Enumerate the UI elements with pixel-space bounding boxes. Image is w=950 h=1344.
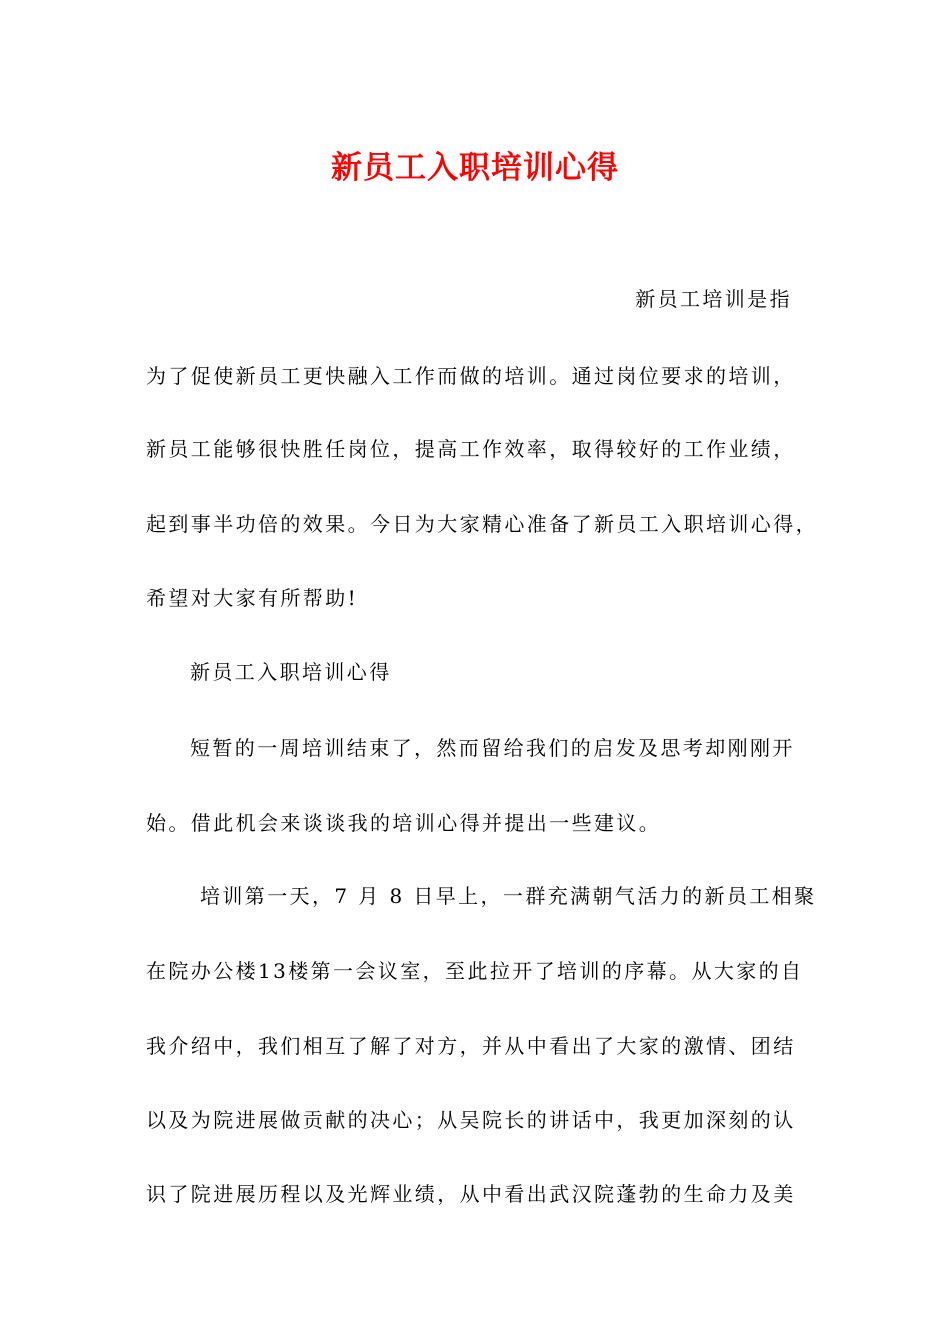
paragraph-line-11: 以及为院进展做贡献的决心；从吴院长的讲话中，我更加深刻的认 — [146, 1108, 796, 1132]
paragraph-line-8: 培训第一天，7 月 8 日早上，一群充满朝气活力的新员工相聚 — [200, 884, 817, 908]
paragraph-line-1: 新员工培训是指 — [635, 287, 792, 311]
paragraph-line-6: 短暂的一周培训结束了，然而留给我们的启发及思考却刚刚开 — [190, 736, 795, 760]
paragraph-line-2: 为了促使新员工更快融入工作而做的培训。通过岗位要求的培训， — [146, 364, 796, 388]
paragraph-line-3: 新员工能够很快胜任岗位，提高工作效率，取得较好的工作业绩， — [146, 437, 796, 461]
section-heading: 新员工入职培训心得 — [190, 660, 392, 684]
paragraph-line-4: 起到事半功倍的效果。今日为大家精心准备了新员工入职培训心得， — [146, 512, 818, 536]
paragraph-line-10: 我介绍中，我们相互了解了对方，并从中看出了大家的激情、团结 — [146, 1034, 796, 1058]
paragraph-line-9: 在院办公楼13楼第一会议室，至此拉开了培训的序幕。从大家的自 — [146, 959, 804, 983]
paragraph-line-5: 希望对大家有所帮助! — [146, 586, 359, 610]
paragraph-line-12: 识了院进展历程以及光辉业绩，从中看出武汉院蓬勃的生命力及美 — [146, 1182, 796, 1206]
paragraph-line-7: 始。借此机会来谈谈我的培训心得并提出一些建议。 — [146, 811, 662, 835]
document-title: 新员工入职培训心得 — [331, 150, 619, 186]
